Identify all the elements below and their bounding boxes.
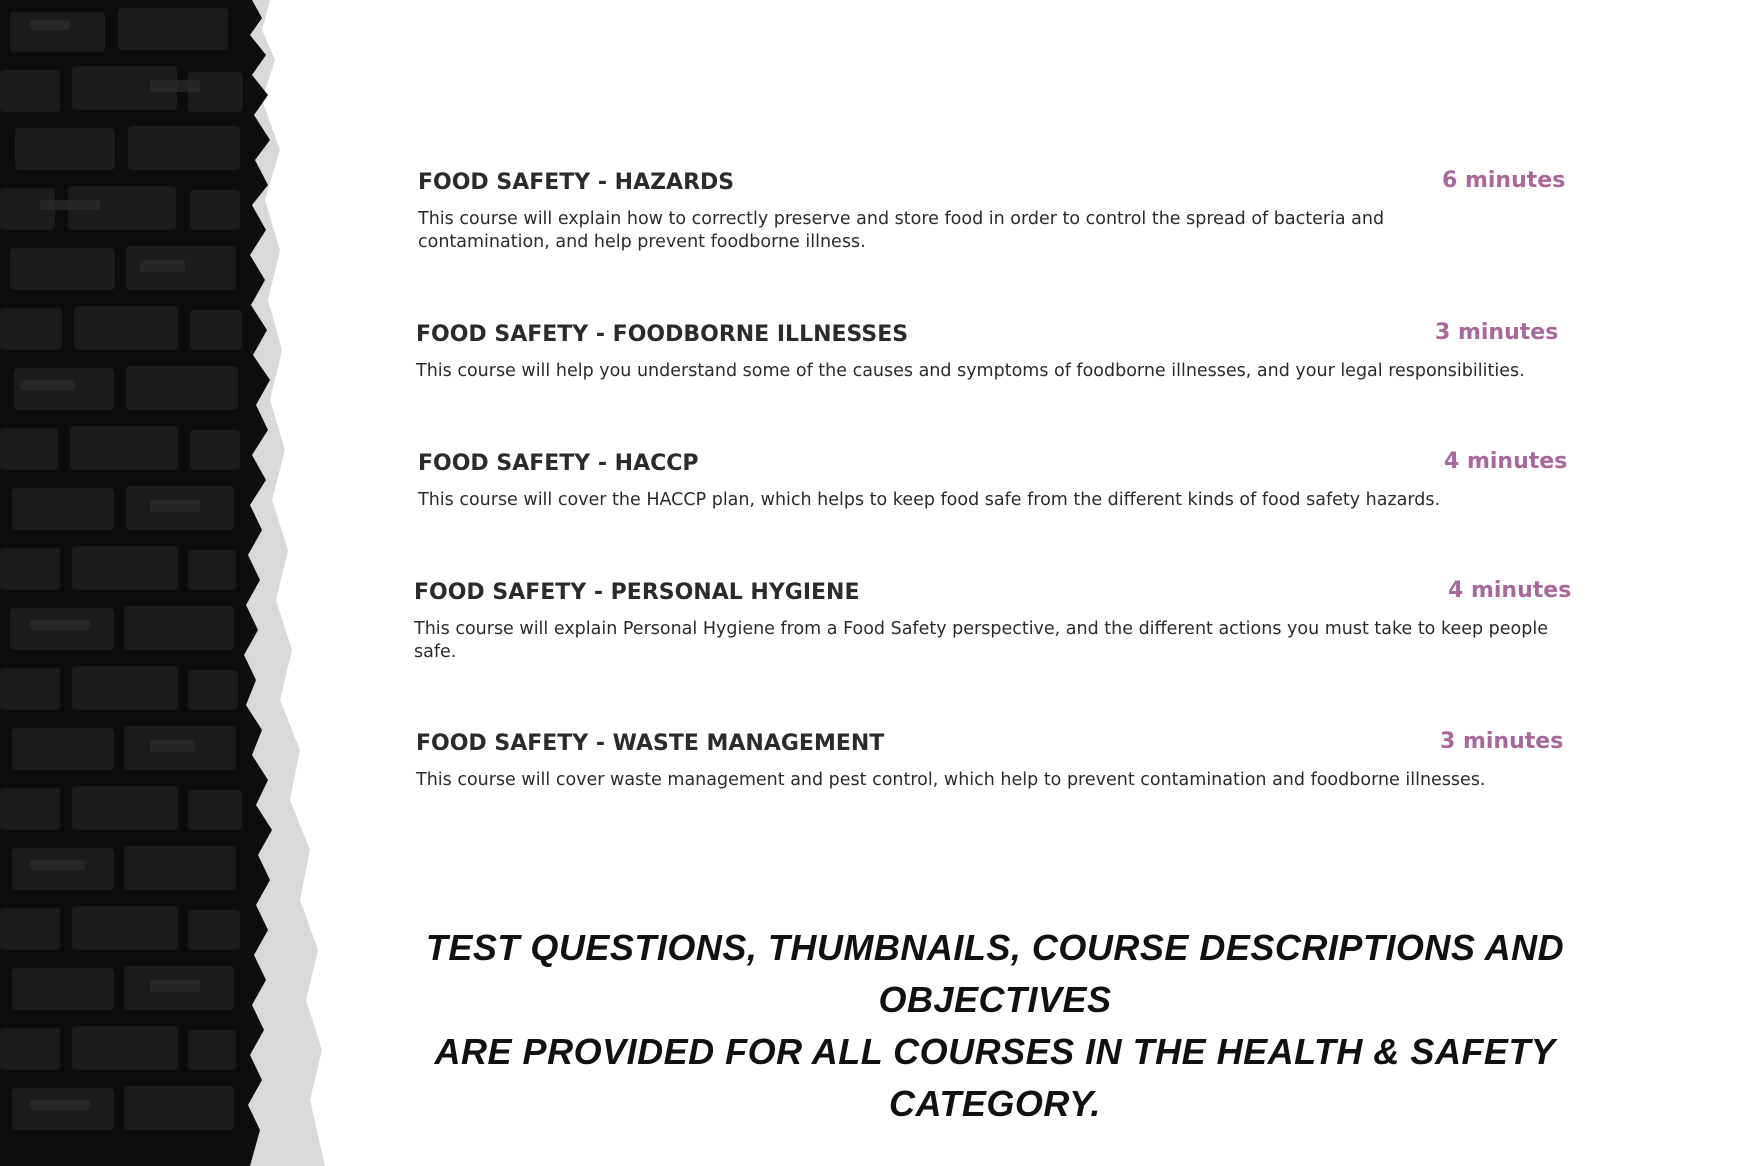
course-duration: 4 minutes (1444, 449, 1568, 474)
course-description: This course will explain how to correctly preserve and store food in order to control the spread of bacteria and contamination, and help prevent foodborne illness. (418, 209, 1385, 252)
course-title: FOOD SAFETY - PERSONAL HYGIENE (414, 580, 860, 605)
brick-wall-graphic (0, 0, 330, 1166)
brick-wall-decoration (0, 0, 330, 1166)
course-title: FOOD SAFETY - FOODBORNE ILLNESSES (416, 322, 909, 347)
course-duration: 4 minutes (1448, 578, 1572, 603)
course-description: This course will help you understand some of the causes and symptoms of foodborne illnesses, and your legal responsibilities. (416, 361, 1525, 381)
course-description: This course will explain Personal Hygiene from a Food Safety perspective, and the different actions you must take to keep people safe. (414, 619, 1548, 662)
course-description: This course will cover the HACCP plan, which helps to keep food safe from the different kinds of food safety hazards. (418, 490, 1441, 510)
course-duration: 6 minutes (1442, 168, 1566, 193)
course-title: FOOD SAFETY - HACCP (418, 451, 699, 476)
course-duration: 3 minutes (1440, 729, 1564, 754)
course-duration: 3 minutes (1435, 320, 1559, 345)
footer-note-line-1: TEST QUESTIONS, THUMBNAILS, COURSE DESCRIPTIONS AND OBJECTIVES (425, 927, 1565, 1020)
footer-note-line-2: ARE PROVIDED FOR ALL COURSES IN THE HEALTH & SAFETY CATEGORY. (434, 1031, 1556, 1124)
footer-note (420, 922, 1570, 1130)
course-title: FOOD SAFETY - HAZARDS (418, 170, 735, 195)
course-title: FOOD SAFETY - WASTE MANAGEMENT (416, 731, 885, 756)
course-description: This course will cover waste management and pest control, which help to prevent contamination and foodborne illnesses. (416, 770, 1486, 790)
